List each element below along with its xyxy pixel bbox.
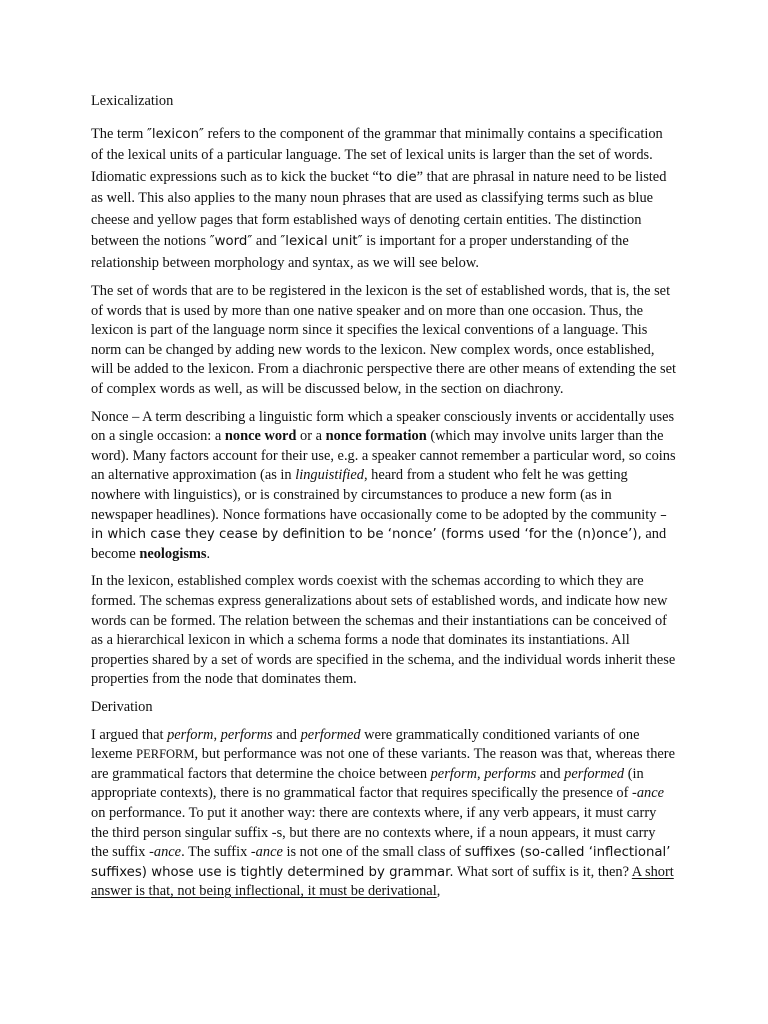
- p3-bold-nonce-formation: nonce formation: [325, 428, 427, 445]
- p5-underlined-answer: A short answer is that, not being inflectional, it must be derivational: [91, 863, 674, 900]
- p5-text-1: I argued that: [91, 726, 168, 743]
- p5-text-12: What sort of suffix is it, then?: [453, 863, 632, 880]
- p1-quote-lexical-unit: ″lexical unit″: [280, 234, 363, 250]
- paragraph-schemas: In the lexicon, established complex words coexist with the schemas according to which they are formed. The schemas express generalizations about sets of established words, and indicate how new words can be formed. The relation between the schemas and their instantiations can be conceived of as a hierarchical lexicon in which a schema forms a node that dominates its instantiations. All properties shared by a set of words are specified in the schema, and the individual words inherit these properties from the node that dominates them.: [91, 573, 676, 688]
- p1-text-4: and: [252, 233, 281, 250]
- p5-text-8: (in appropriate contexts), there is no grammatical factor that requires specifically the presence of -: [91, 765, 644, 802]
- p1-quote-word: ″word″: [209, 234, 253, 250]
- p5-text-9: on performance. To put it another way: there are contexts where, if any verb appears, it must carry the third person singular suffix -s, but there are no contexts where, if a noun appears, it must carry the suffix -: [91, 804, 657, 861]
- p3-bold-neologisms: neologisms: [139, 545, 207, 562]
- p1-text-3: ” that are phrasal in nature need to be listed as well. This also applies to the many noun phrases that are used as classifying terms such as blue cheese and yellow pages that form established ways of denoting certain entities. The distinction between the notions: [91, 168, 667, 250]
- paragraph-nonce: [91, 408, 676, 565]
- p5-italic-performed-2: performed: [564, 765, 625, 782]
- p3-sans-segment: – in which case they cease by definition to be ‘nonce’ (forms used ‘for the (n)once’),: [91, 507, 667, 543]
- p5-italic-performs-1: performs: [220, 726, 273, 743]
- p3-text-6: .: [206, 545, 211, 562]
- p3-text-2: or a: [296, 428, 326, 445]
- paragraph-established-words: The set of words that are to be registered in the lexicon is the set of established words, that is, the set of words that is used by more than one native speaker and on more than one occasion. Thus, the lexicon is part of the language norm since it specifies the lexical conventions of a language. This norm can be changed by adding new words to the lexicon. New complex words, once established, will be added to the lexicon. From a diachronic perspective there are other means of extending the set of complex words as well, as will be discussed below, in the section on diachrony.: [91, 283, 677, 398]
- p5-text-2: ,: [213, 726, 221, 743]
- p5-italic-ance-1: ance: [636, 785, 664, 802]
- p5-italic-perform-1: perform: [167, 726, 214, 743]
- p5-italic-ance-2: ance: [153, 844, 182, 861]
- p1-quote-to-die: to die: [378, 169, 417, 185]
- p3-text-5: and become: [91, 526, 667, 562]
- p5-text-7: and: [536, 765, 565, 782]
- p5-italic-performs-2: performs: [484, 765, 537, 782]
- p5-italic-ance-3: ance: [255, 844, 283, 861]
- p5-text-4: were grammatically conditioned variants of one lexeme: [91, 726, 640, 763]
- p5-text-6: ,: [476, 765, 485, 782]
- p5-italic-performed-1: performed: [300, 726, 361, 743]
- paragraph-lexicon-definition: [91, 124, 676, 275]
- p3-bold-nonce-word: nonce word: [224, 428, 297, 445]
- heading-lexicalization: Lexicalization: [91, 93, 174, 109]
- p3-text-1: Nonce – A term describing a linguistic form which a speaker consciously invents or accidentally uses on a single occasion: a: [91, 408, 675, 445]
- p3-text-3: (which may involve units larger than the word). Many factors account for their use, e.g. a speaker cannot remember a particular word, so coins an alternative approximation (as in: [91, 428, 676, 484]
- p5-text-10: . The suffix -: [181, 844, 256, 861]
- p5-text-3: and: [272, 726, 301, 743]
- p5-text-11: is not one of the small class of: [282, 844, 465, 861]
- p1-quote-lexicon: ″lexicon″: [146, 126, 204, 142]
- p1-text-2: refers to the component of the grammar that minimally contains a specification of the lexical units of a particular language. The set of lexical units is larger than the set of words. Idiomatic expressions such as to kick the bucket “: [91, 125, 663, 185]
- p5-italic-perform-2: perform: [430, 765, 477, 782]
- p5-smallcaps-perform: PERFORM: [136, 747, 195, 762]
- p3-text-4: , heard from a student who felt he was getting nowhere with linguistics), or is constrained by circumstances to produce a new form (as in newspaper headlines). Nonce formations have occasionally come to be adopted by the community: [91, 467, 661, 523]
- p5-text-13: ,: [436, 883, 441, 900]
- document-body: [91, 92, 676, 910]
- p1-text-1: The term: [91, 125, 147, 142]
- heading-derivation: Derivation: [91, 698, 153, 715]
- p5-sans-segment: suffixes (so-called ‘inflectional’ suffixes) whose use is tightly determined by grammar.: [91, 845, 671, 880]
- p5-text-5: , but performance was not one of these variants. The reason was that, whereas there are grammatical factors that determine the choice between: [91, 746, 675, 782]
- paragraph-derivation: [91, 726, 676, 902]
- p3-italic-linguistified: linguistified: [295, 467, 364, 484]
- p1-text-5: is important for a proper understanding of the relationship between morphology and syntax, as we will see below.: [91, 233, 629, 271]
